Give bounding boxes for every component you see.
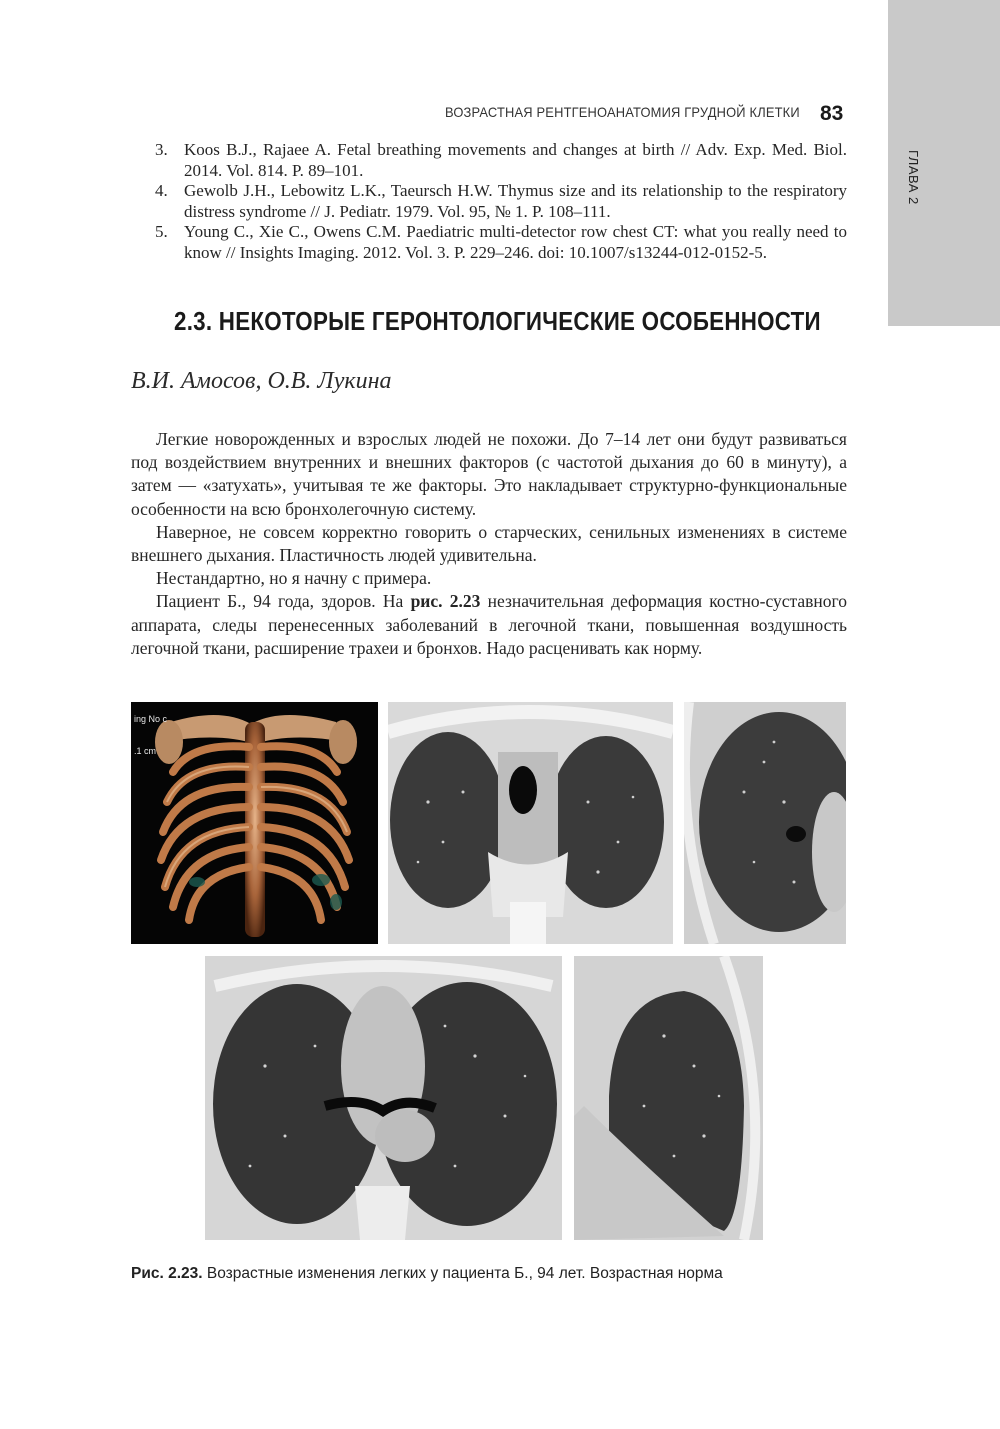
reference-text: Gewolb J.H., Lebowitz L.K., Taeursch H.W. Thymus size and its relationship to the respiratory distress syndrome // J. Pediatr. 1979. Vol. 95, № 1. P. 108–111. <box>184 181 847 221</box>
figure-ct-axial-side-image <box>684 702 846 944</box>
figure-3d-ribcage-image <box>131 702 378 944</box>
reference-item <box>155 140 847 181</box>
figure-ct-axial-upper-image <box>388 702 673 944</box>
figure-ct-axial-main-image <box>205 956 562 1240</box>
paragraph: Легкие новорожденных и взрослых людей не похожи. До 7–14 лет они будут развиваться под воздействием внутренних и внешних факторов (с частотой дыхания до 60 в минуту), а затем — «затухать», учитывая те же факторы. Это накладывает структурно-функциональные особенности на всю бронхолегочную систему. <box>131 429 847 519</box>
chapter-tab-label: ГЛАВА 2 <box>906 150 921 205</box>
section-authors: В.И. Амосов, О.В. Лукина <box>131 368 392 394</box>
figure-reference: рис. 2.23 <box>410 591 481 612</box>
paragraph-text: Пациент Б., 94 года, здоров. На <box>156 591 411 612</box>
reference-number: 3. <box>155 140 168 159</box>
paragraph <box>131 590 847 660</box>
figure-ct-sagittal-image <box>574 956 763 1240</box>
figure-caption-text: Возрастные изменения легких у пациента Б., 94 лет. Возрастная норма <box>202 1265 723 1282</box>
figure-caption <box>131 1265 723 1283</box>
scan-overlay-text: ing No c <box>134 714 168 724</box>
paragraph: Наверное, не совсем корректно говорить о старческих, сенильных изменениях в системе внешнего дыхания. Пластичность людей удивительна. <box>131 521 847 566</box>
section-title: 2.3. НЕКОТОРЫЕ ГЕРОНТОЛОГИЧЕСКИЕ ОСОБЕННОСТИ <box>174 306 821 336</box>
body-text <box>131 428 847 660</box>
reference-item <box>155 181 847 222</box>
figure-caption-label: Рис. 2.23. <box>131 1265 203 1282</box>
reference-number: 4. <box>155 181 168 200</box>
paragraph-text: незначительная деформация костно-суставного аппарата, следы перенесенных заболеваний в легочной ткани, повышенная воздушность легочной ткани, расширение трахеи и бронхов. Надо расценивать как норму. <box>131 591 847 658</box>
reference-list <box>155 140 847 263</box>
reference-text: Koos B.J., Rajaee A. Fetal breathing movements and changes at birth // Adv. Exp. Med. Biol. 2014. Vol. 814. P. 89–101. <box>184 140 847 180</box>
page-number: 83 <box>820 102 844 125</box>
paragraph: Нестандартно, но я начну с примера. <box>156 568 432 589</box>
running-title: ВОЗРАСТНАЯ РЕНТГЕНОАНАТОМИЯ ГРУДНОЙ КЛЕТКИ <box>445 104 800 120</box>
scan-overlay-scale: .1 cm <box>134 746 157 756</box>
reference-text: Young C., Xie C., Owens C.M. Paediatric multi-detector row chest CT: what you really need to know // Insights Imaging. 2012. Vol. 3. P. 229–246. doi: 10.1007/s13244-012-0152-5. <box>184 222 847 262</box>
reference-item <box>155 222 847 263</box>
reference-number: 5. <box>155 222 168 241</box>
